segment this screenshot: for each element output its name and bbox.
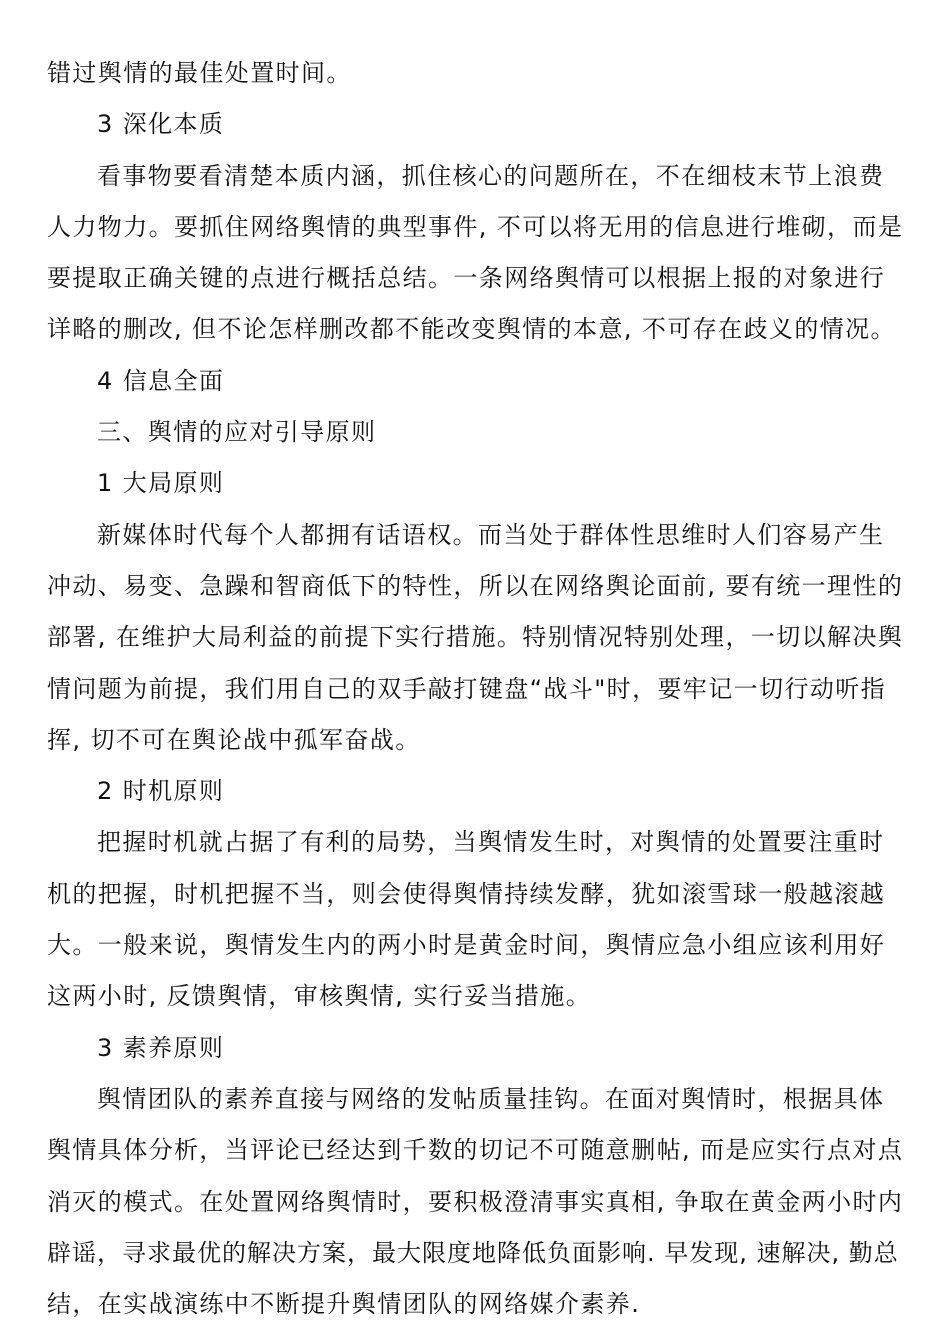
text-line: 人力物力。要抓住网络舆情的典型事件, 不可以将无用的信息进行堆砌，而是 (47, 212, 904, 241)
text-line: 机的把握，时机把握不当，则会使得舆情持续发酵，犹如滚雪球一般越滚越 (47, 879, 886, 908)
text-line: 大。一般来说，舆情发生内的两小时是黄金时间，舆情应急小组应该利用好 (47, 931, 886, 960)
text-line: 舆情团队的素养直接与网络的发帖质量挂钩。在面对舆情时，根据具体 (97, 1084, 885, 1113)
text-line: 要提取正确关键的点进行概括总结。一条网络舆情可以根据上报的对象进行 (47, 264, 886, 293)
text-line: 三、舆情的应对引导原则 (97, 418, 377, 447)
document-page (47, 48, 903, 1330)
text-line: 把握时机就占据了有利的局势，当舆情发生时，对舆情的处置要注重时 (97, 828, 885, 857)
text-line: 消灭的模式。在处置网络舆情时，要积极澄清事实真相, 争取在黄金两小时内 (47, 1187, 904, 1216)
text-line: 看事物要看清楚本质内涵，抓住核心的问题所在，不在细枝末节上浪费 (97, 161, 885, 190)
text-line: 冲动、易变、急躁和智商低下的特性，所以在网络舆论面前, 要有统一理性的 (47, 571, 904, 600)
text-line: 结，在实战演练中不断提升舆情团队的网络媒介素养. (47, 1290, 641, 1319)
text-line: 1 大局原则 (97, 469, 225, 498)
text-line: 挥, 切不可在舆论战中孤军奋战。 (47, 725, 421, 754)
text-line: 2 时机原则 (97, 777, 225, 806)
text-line: 情问题为前提，我们用自己的双手敲打键盘“战斗"时，要牢记一切行动听指 (47, 674, 887, 703)
text-line: 新媒体时代每个人都拥有话语权。而当处于群体性思维时人们容易产生 (97, 520, 885, 549)
text-line: 4 信息全面 (97, 366, 225, 395)
text-line: 详略的删改, 但不论怎样删改都不能改变舆情的本意, 不可存在歧义的情况。 (47, 315, 896, 344)
text-line: 舆情具体分析，当评论已经达到千数的切记不可随意删帖, 而是应实行点对点 (47, 1136, 904, 1165)
text-line: 3 素养原则 (97, 1033, 225, 1062)
text-line: 错过舆情的最佳处置时间。 (47, 59, 352, 87)
text-line: 3 深化本质 (97, 110, 225, 139)
text-line: 这两小时, 反馈舆情，审核舆情, 实行妥当措施。 (47, 982, 592, 1011)
text-line: 部署, 在维护大局利益的前提下实行措施。特别情况特别处理，一切以解决舆 (47, 623, 904, 652)
text-line: 辟谣，寻求最优的解决方案，最大限度地降低负面影响. 早发现, 速解决, 勤总 (47, 1238, 899, 1267)
